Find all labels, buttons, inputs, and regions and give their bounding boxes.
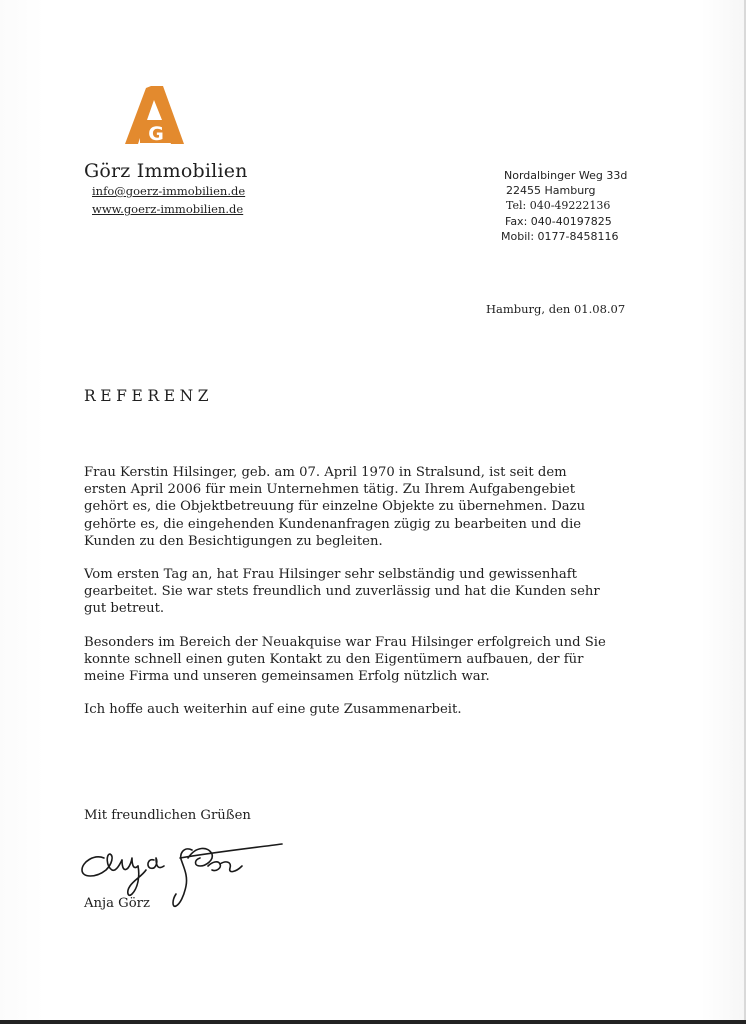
address-block	[500, 168, 690, 244]
closing-phrase: Mit freundlichen Grüßen	[84, 808, 251, 823]
paragraph-4	[84, 701, 644, 718]
address-street: Nordalbinger Weg 33d	[504, 169, 628, 182]
scan-edge	[0, 1020, 746, 1024]
body-line: Vom ersten Tag an, hat Frau Hilsinger sehr selbständig und gewissenhaft	[84, 567, 577, 583]
address-phone: Tel: 040-49222136	[506, 199, 611, 213]
body-line: konnte schnell einen guten Kontakt zu den Eigentümern aufbauen, der für	[84, 651, 584, 667]
address-fax: Fax: 040-40197825	[505, 214, 612, 228]
body-line: gehörte es, die eingehenden Kundenanfragen zügig zu bearbeiten und die	[84, 516, 582, 532]
svg-text:G: G	[148, 123, 164, 144]
letter-date: Hamburg, den 01.08.07	[486, 302, 626, 316]
body-line: Kunden zu den Besichtigungen zu begleiten.	[84, 533, 383, 549]
company-name: Görz Immobilien	[84, 160, 248, 182]
body-line: Frau Kerstin Hilsinger, geb. am 07. April 1970 in Stralsund, ist seit dem	[84, 465, 567, 480]
paragraph-1	[84, 464, 644, 550]
address-city: 22455 Hamburg	[506, 184, 596, 198]
email-link[interactable]: info@goerz-immobilien.de	[92, 184, 246, 198]
body-line: Besonders im Bereich der Neuakquise war Frau Hilsinger erfolgreich und Sie	[84, 634, 606, 650]
document-title: REFERENZ	[84, 387, 214, 405]
address-mobile: Mobil: 0177-8458116	[501, 229, 619, 243]
body-line: meine Firma und unseren gemeinsamen Erfolg nützlich war.	[84, 669, 490, 685]
paragraph-3	[84, 634, 644, 686]
letter-body	[84, 464, 644, 734]
body-line: gehört es, die Objektbetreuung für einzelne Objekte zu übernehmen. Dazu	[84, 499, 586, 515]
body-line: ersten April 2006 für mein Unternehmen tätig. Zu Ihrem Aufgabengebiet	[84, 482, 576, 498]
website-link[interactable]: www.goerz-immobilien.de	[92, 202, 244, 216]
signer-name: Anja Görz	[84, 896, 150, 911]
company-logo	[118, 86, 184, 144]
body-line: gearbeitet. Sie war stets freundlich und zuverlässig und hat die Kunden sehr	[84, 584, 600, 600]
body-line: gut betreut.	[84, 601, 165, 617]
paragraph-2	[84, 566, 644, 618]
body-line: Ich hoffe auch weiterhin auf eine gute Zusammenarbeit.	[84, 702, 462, 718]
